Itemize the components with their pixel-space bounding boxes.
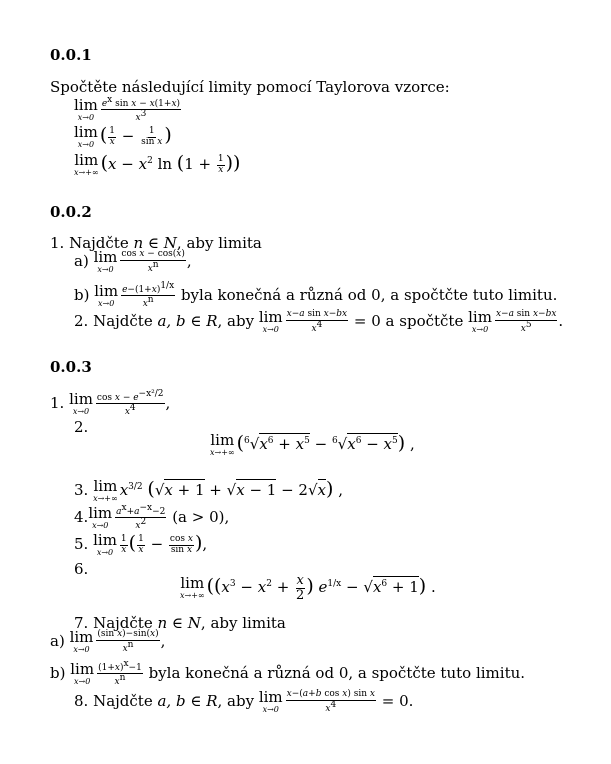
s3-item1: 1. lim x→0 $\frac{\cos x - e^{-x^2/2}}{x^4}$ , [50,389,171,418]
section-heading-002: 0.0.2 [50,203,92,221]
section-heading-001: 0.0.1 [50,46,92,64]
s3-item5: 5. lim x→0 $\frac{1}{x}$ ( $\frac{1}{x}$ − $\frac{\text{cos x}}{\text{sin x}}$ ), [74,531,208,557]
formula-taylor-2: lim x→0 ( $\frac{1}{x}$ − $\frac{1}{\text{sin x}}$ ) [74,123,172,149]
s3-item2-formula: lim x→+∞ $(^6√x^6 + x^5 - ^6√x^6 - x^5)$ , [210,431,415,457]
s3-item6-label: 6. [74,560,89,578]
s2-item1: 1. Najdčte n ∈ N, aby limita [50,234,262,252]
section-heading-003: 0.0.3 [50,358,92,376]
s3-item7: 7. Najdčte n ∈ N, aby limita [74,614,286,632]
s2-item1-b: b) lim x→0 $\frac{e-(1+x)^{1/x}}{x^n}$ byla konečná a různá od 0, a spočtčte tuto limitu. [74,281,558,310]
s3-item2-label: 2. [74,418,89,436]
formula-taylor-1: lim x→0 $\frac{e^x \sin x - x(1+x)}{x^3}$ [74,95,181,124]
s3-item4: 4. lim x→0 $\frac{a^x+a^{-x}-2}{x^2}$ (a > 0), [74,503,230,532]
s3-item8: 8. Najdčte a, b ∈ R, aby lim x→0 $\frac{\text{x−(a+b cos x) sin x}}{x^4}$ = 0. [74,688,414,714]
s3-item3: 3. lim x→+∞ $x^{3/2}$ (√x + 1 + √x − 1 − 2√x) , [74,477,343,503]
section-intro-001: Spočtěte následující limity pomocí Taylorova vzorce: [50,78,450,96]
s2-item2: 2. Najdčte a, b ∈ R, aby lim x→0 $\frac{\text{x−a sin x−bx}}{x^4}$ = 0 a spočtčte lim x→0 $\frac{\text{x−a sin x−bx}}{x^5}$ . [74,308,564,334]
s3-item7-b: b) lim x→0 $\frac{(1+x)^x-1}{x^n}$ byla konečná a různá od 0, a spočtčte tuto limitu. [50,659,526,688]
formula-taylor-3: lim x→+∞ ($x - x^2$ ln (1 + $\frac{1}{x}$ )) [74,151,241,177]
s3-item7-a: a) lim x→0 $\frac{\text{(sin x)−sin(x)}}{x^n}$ , [50,628,166,654]
s3-item6-formula: lim x→+∞ (($x^3 - x^2$ + $\frac{x}{2}$ ) $e^{1/x} - √x^6 + 1$) . [180,573,436,603]
s2-item1-a: a) lim x→0 $\frac{\text{cos x − cos(x)}}{x^n}$ , [74,248,192,274]
